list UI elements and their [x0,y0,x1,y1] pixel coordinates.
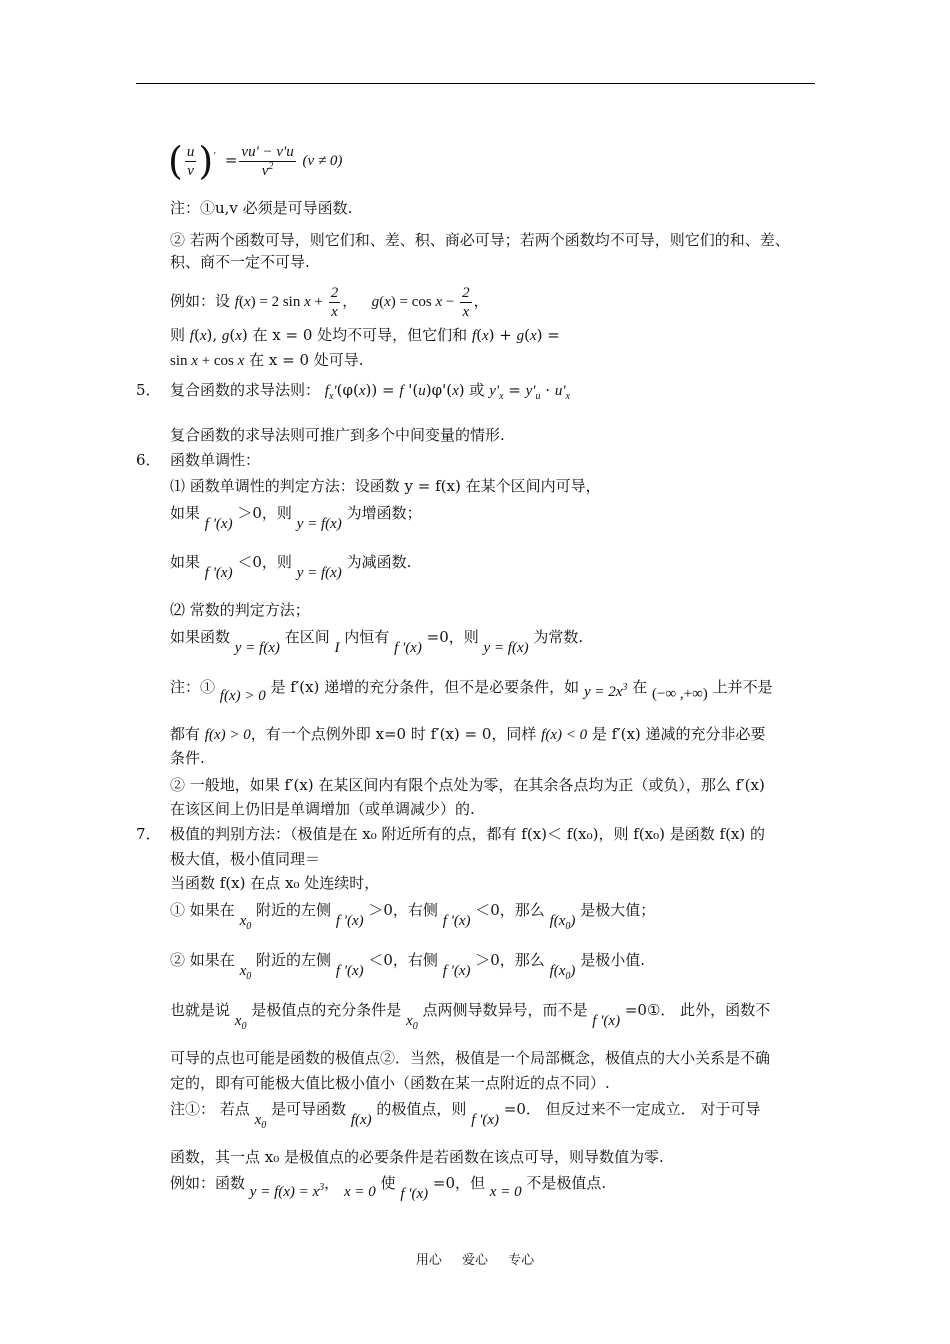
section-7-note-2: 函数，其一点 x₀ 是极值点的必要条件是若函数在该点可导，则导数值为零. [170,1148,664,1166]
section-5-heading: 5． 复合函数的求导法则： $f_x'(\varphi(x)) = f$ '(u)φ'(x) 或 $y'_x = y'_u \cdot u'_x$ [136,381,570,402]
section-6-note-2: 都有 f(x) > 0，有一个点例外即 x=0 时 f′(x) = 0，同样 f(x) < 0 是 f′(x) 递减的充分非必要 [170,725,766,743]
footer-text-3: 专心 [508,1253,535,1268]
section-7-p2: 可导的点也可能是函数的极值点②．当然，极值是一个局部概念，极值点的大小关系是不确 [170,1049,771,1067]
section-7-example: 例如：函数 $y = f(x) = x^3$， x = 0 使 f '(x) =0，但 x = 0 不是极值点. [170,1174,607,1202]
increasing-rule: 如果 f '(x) ＞0，则 y = f(x) 为增函数； [170,504,422,532]
then-line-a: 则 f(x), g(x) 在 x = 0 处均不可导，但它们和 f(x) + g(x) = [170,326,560,344]
footer-text-1: 用心 [415,1253,442,1268]
section-7-p1: 也就是说 $x_0$ 是极值点的充分条件是 $x_0$ 点两侧导数异号，而不是 f '(x) =0①． 此外，函数不 [170,1001,771,1032]
section-6-note-4a: ② 一般地，如果 f′(x) 在某区间内有限个点处为零，在其余各点均为正（或负），那么 f′(x) [170,776,765,794]
section-6-heading: 6． 函数单调性： [136,451,261,469]
section-7-note: 注①： 若点 $x_0$ 是可导函数 f(x) 的极值点，则 f '(x) =0． 但反过来不一定成立． 对于可导 [170,1100,761,1131]
constant-rule: 如果函数 y = f(x) 在区间 I 内恒有 f '(x) =0，则 y = f(x) 为常数. [170,628,584,656]
section-7-l3: 当函数 f(x) 在点 x₀ 处连续时， [170,874,380,892]
note-2b: 积、商不一定不可导. [170,253,310,271]
decreasing-rule: 如果 f '(x) ＜0，则 y = f(x) 为减函数. [170,553,412,581]
section-7-p3: 定的，即有可能极大值比极小值小（函数在某一点附近的点不同）. [170,1074,610,1092]
min-condition: ② 如果在 $x_0$ 附近的左侧 f '(x) ＜0，右侧 f '(x) ＞0，那么 $f(x_0)$ 是极小值. [170,951,645,982]
header-rule [136,83,815,84]
page-footer [0,1249,950,1268]
example-line: 例如：设 f(x) = 2 sin x + $\frac{2}{x}$ ， g(x) = cos x − $\frac{2}{x}$ ， [170,284,489,320]
quotient-rule-formula: ( $\frac{u}{v}$ )' = $\frac{vu' - v'u}{v^2}$ (v ≠ 0) [168,139,343,183]
then-line-b: sin x + cos x 在 x = 0 处可导. [170,351,364,369]
note-2a: ② 若两个函数可导，则它们和、差、积、商必可导；若两个函数均不可导，则它们的和、差、 [170,231,790,249]
section-6-s1: ⑴ 函数单调性的判定方法：设函数 y = f(x) 在某个区间内可导， [170,477,601,495]
max-condition: ① 如果在 $x_0$ 附近的左侧 f '(x) ＞0，右侧 f '(x) ＜0，那么 $f(x_0)$ 是极大值； [170,901,656,932]
footer-text-2: 爱心 [461,1253,488,1268]
note-1: 注：①u,v 必须是可导函数. [170,199,353,217]
section-6-s2: ⑵ 常数的判定方法； [170,601,310,619]
section-6-note-4b: 在该区间上仍旧是单调增加（或单调减少）的. [170,800,475,818]
section-7-heading: 7． 极值的判别方法：（极值是在 x₀ 附近所有的点，都有 f(x)＜ f(x₀)，则 f(x₀) 是函数 f(x) 的 [136,825,766,843]
section-7-l2: 极大值，极小值同理＝ [170,850,321,868]
section-6-note-3: 条件. [170,749,205,767]
section-6-note-1: 注：① f(x) > 0 是 f′(x) 递增的充分条件，但不是必要条件，如 $y = 2x^3$ 在 (−∞ ,+∞) 上并不是 [170,678,773,704]
section-5-extend: 复合函数的求导法则可推广到多个中间变量的情形. [170,426,505,444]
